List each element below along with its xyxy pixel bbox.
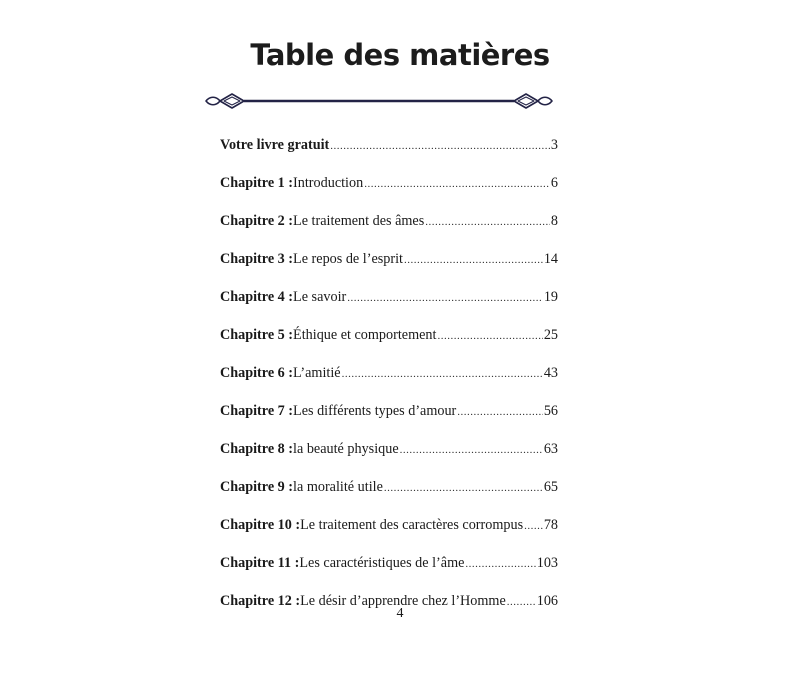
entry-label: Chapitre 6 : (220, 365, 294, 381)
entry-page: 43 (543, 365, 558, 381)
table-of-contents (220, 137, 558, 631)
entry-label: Chapitre 7 : (220, 403, 294, 419)
dot-leader (437, 330, 542, 342)
dot-leader (457, 406, 543, 418)
toc-entry[interactable] (220, 365, 558, 403)
dot-leader (400, 444, 543, 456)
entry-title: Le désir d’apprendre chez l’Homme (300, 593, 506, 609)
toc-entry[interactable] (220, 403, 558, 441)
entry-label: Chapitre 10 : (220, 517, 301, 533)
dot-leader (524, 520, 543, 532)
toc-entry[interactable] (220, 137, 558, 175)
entry-label: Chapitre 3 : (220, 251, 294, 267)
entry-title: Éthique et comportement (293, 327, 437, 343)
toc-entry[interactable] (220, 555, 558, 593)
entry-page: 106 (536, 593, 558, 609)
entry-page: 56 (543, 403, 558, 419)
toc-entry[interactable] (220, 175, 558, 213)
entry-page: 78 (543, 517, 558, 533)
entry-title: Les caractéristiques de l’âme (299, 555, 465, 571)
entry-page: 63 (543, 441, 558, 457)
dot-leader (425, 216, 550, 228)
toc-entry[interactable] (220, 289, 558, 327)
entry-title: Le traitement des âmes (293, 213, 425, 229)
toc-entry[interactable] (220, 327, 558, 365)
entry-page: 19 (543, 289, 558, 305)
entry-label: Chapitre 4 : (220, 289, 294, 305)
dot-leader (404, 254, 543, 266)
entry-title: Introduction (293, 175, 364, 191)
toc-entry[interactable] (220, 479, 558, 517)
entry-title: la beauté physique (293, 441, 399, 457)
toc-entry[interactable] (220, 213, 558, 251)
entry-label: Chapitre 11 : (220, 555, 300, 571)
dot-leader (384, 482, 543, 494)
entry-label: Chapitre 12 : (220, 593, 301, 609)
entry-label: Chapitre 9 : (220, 479, 294, 495)
entry-page: 8 (550, 213, 558, 229)
entry-page: 65 (543, 479, 558, 495)
entry-label: Chapitre 8 : (220, 441, 294, 457)
toc-entry[interactable] (220, 251, 558, 289)
dot-leader (347, 292, 543, 304)
entry-label: Chapitre 2 : (220, 213, 294, 229)
dot-leader (330, 140, 550, 152)
divider-ornament-icon (204, 90, 554, 112)
entry-title: L’amitié (293, 365, 341, 381)
dot-leader (342, 368, 543, 380)
entry-title: la moralité utile (293, 479, 383, 495)
entry-page: 14 (543, 251, 558, 267)
dot-leader (364, 178, 550, 190)
entry-label: Votre livre gratuit (220, 137, 330, 153)
toc-entry[interactable] (220, 441, 558, 479)
entry-page: 25 (543, 327, 558, 343)
entry-page: 6 (550, 175, 558, 191)
entry-title: Les différents types d’amour (293, 403, 457, 419)
entry-label: Chapitre 1 : (220, 175, 294, 191)
page-title: Table des matières (250, 38, 550, 72)
page-number: 4 (396, 606, 404, 621)
dot-leader (465, 558, 535, 570)
toc-entry[interactable] (220, 517, 558, 555)
entry-label: Chapitre 5 : (220, 327, 294, 343)
entry-title: Le repos de l’esprit (293, 251, 403, 267)
entry-page: 3 (550, 137, 558, 153)
entry-title: Le savoir (293, 289, 347, 305)
entry-page: 103 (536, 555, 558, 571)
entry-title: Le traitement des caractères corrompus (300, 517, 524, 533)
